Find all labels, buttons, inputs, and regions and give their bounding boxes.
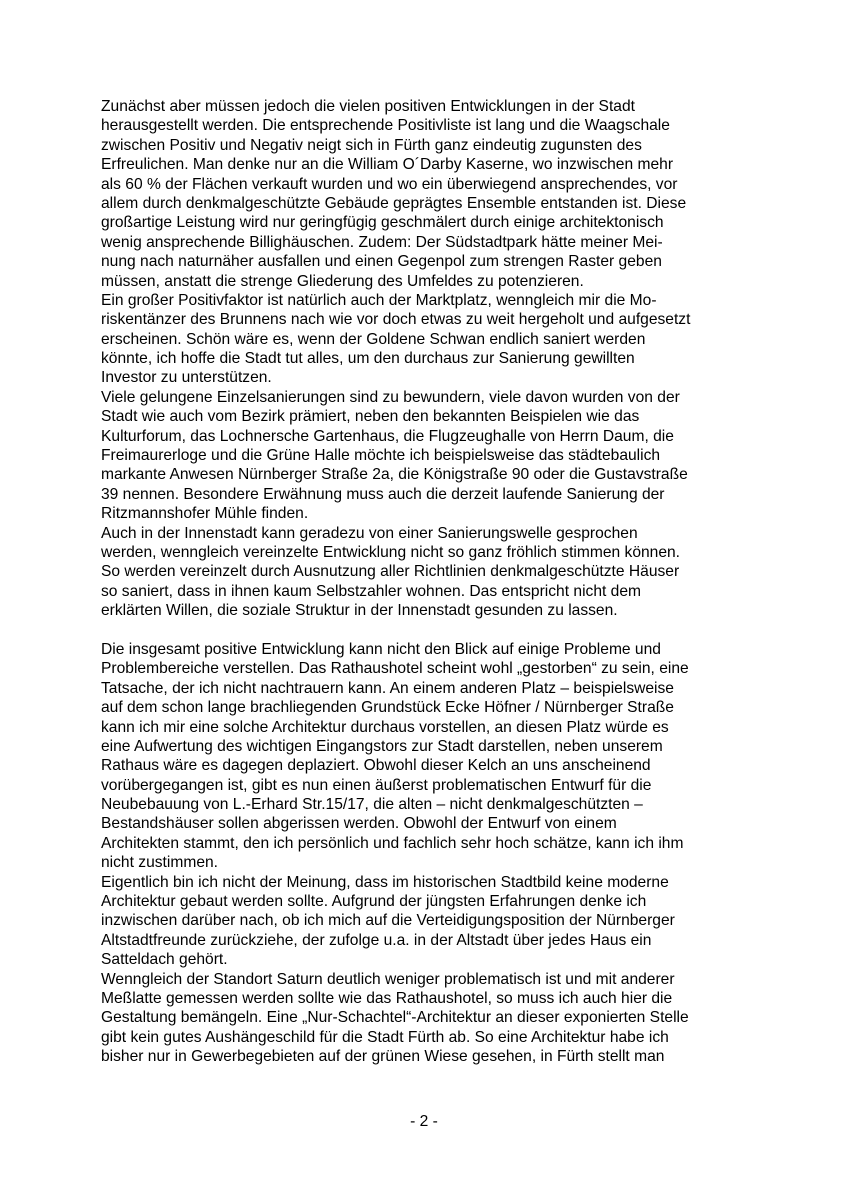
text-line: nung nach naturnäher ausfallen und einen Gegenpol zum strengen Raster geben (101, 253, 662, 271)
paragraph (101, 97, 771, 291)
paragraph (101, 291, 771, 388)
text-line: Ein großer Positivfaktor ist natürlich auch der Marktplatz, wenngleich mir die Mo- (101, 291, 657, 309)
text-line: Meßlatte gemessen werden sollte wie das Rathaushotel, so muss ich auch hier die (101, 989, 673, 1007)
text-line: Neubebauung von L.-Erhard Str.15/17, die alten – nicht denkmalgeschützten – (101, 796, 643, 814)
text-line: Bestandshäuser sollen abgerissen werden. Obwohl der Entwurf von einem (101, 815, 617, 833)
text-line: Viele gelungene Einzelsanierungen sind zu bewundern, viele davon wurden von der (101, 388, 680, 406)
text-line: auf dem schon lange brachliegenden Grundstück Ecke Höfner / Nürnberger Straße (101, 699, 674, 717)
text-line: Gestaltung bemängeln. Eine „Nur-Schachtel“-Architektur an dieser exponierten Stelle (101, 1009, 689, 1027)
text-line: wenig ansprechende Billighäuschen. Zudem: Der Südstadtpark hätte meiner Mei- (101, 233, 663, 251)
paragraph (101, 640, 771, 873)
text-line: als 60 % der Flächen verkauft wurden und wo ein überwiegend ansprechendes, vor (101, 175, 678, 193)
text-line: riskentänzer des Brunnens nach wie vor doch etwas zu weit hergeholt und aufgesetzt (101, 311, 691, 329)
text-line: Die insgesamt positive Entwicklung kann nicht den Blick auf einige Probleme und (101, 640, 661, 658)
text-line: zwischen Positiv und Negativ neigt sich in Fürth ganz eindeutig zugunsten des (101, 136, 642, 154)
text-line: großartige Leistung wird nur geringfügig geschmälert durch einige architektonisch (101, 214, 664, 232)
text-line: Architekten stammt, den ich persönlich und fachlich sehr hoch schätze, kann ich ihm (101, 834, 684, 852)
text-line: nicht zustimmen. (101, 854, 218, 872)
paragraph (101, 524, 771, 621)
document-body (101, 97, 771, 1067)
text-line: Ritzmannshofer Mühle finden. (101, 505, 309, 523)
text-line: Eigentlich bin ich nicht der Meinung, dass im historischen Stadtbild keine moderne (101, 873, 669, 891)
text-line: markante Anwesen Nürnberger Straße 2a, die Königstraße 90 oder die Gustavstraße (101, 466, 688, 484)
text-line: Wenngleich der Standort Saturn deutlich weniger problematisch ist und mit anderer (101, 970, 675, 988)
text-line: Erfreulichen. Man denke nur an die William O´Darby Kaserne, wo inzwischen mehr (101, 156, 674, 174)
text-line: so saniert, dass in ihnen kaum Selbstzahler wohnen. Das entspricht nicht dem (101, 582, 642, 600)
text-line: allem durch denkmalgeschützte Gebäude geprägtes Ensemble entstanden ist. Diese (101, 194, 687, 212)
text-line: werden, wenngleich vereinzelte Entwicklung nicht so ganz fröhlich stimmen können. (101, 543, 681, 561)
text-line: eine Aufwertung des wichtigen Eingangstors zur Stadt darstellen, neben unserem (101, 737, 663, 755)
text-line: gibt kein gutes Aushängeschild für die Stadt Fürth ab. So eine Architektur habe ich (101, 1028, 669, 1046)
text-line: Tatsache, der ich nicht nachtrauern kann. An einem anderen Platz – beispielsweise (101, 679, 674, 697)
text-line: Kulturforum, das Lochnersche Gartenhaus, die Flugzeughalle von Herrn Daum, die (101, 427, 674, 445)
paragraph (101, 388, 771, 524)
text-line: bisher nur in Gewerbegebieten auf der grünen Wiese gesehen, in Fürth stellt man (101, 1048, 665, 1066)
paragraph (101, 970, 771, 1067)
text-line: 39 nennen. Besondere Erwähnung muss auch die derzeit laufende Sanierung der (101, 485, 665, 503)
text-line: erscheinen. Schön wäre es, wenn der Goldene Schwan endlich saniert werden (101, 330, 646, 348)
text-line: Zunächst aber müssen jedoch die vielen positiven Entwicklungen in der Stadt (101, 98, 635, 115)
text-line: inzwischen darüber nach, ob ich mich auf die Verteidigungsposition der Nürnberger (101, 912, 675, 930)
text-line: Altstadtfreunde zurückziehe, der zufolge u.a. in der Altstadt über jedes Haus ein (101, 931, 652, 949)
text-line: Satteldach gehört. (101, 951, 228, 969)
text-line: Investor zu unterstützen. (101, 369, 272, 387)
paragraph (101, 873, 771, 970)
text-line: erklärten Willen, die soziale Struktur in der Innenstadt gesunden zu lassen. (101, 602, 618, 620)
paragraph-spacer (101, 621, 771, 640)
text-line: Freimaurerloge und die Grüne Halle möchte ich beispielsweise das städtebaulich (101, 447, 661, 465)
text-line: Problembereiche verstellen. Das Rathaushotel scheint wohl „gestorben“ zu sein, eine (101, 660, 689, 678)
page-number: - 2 - (410, 1113, 438, 1130)
text-line: Stadt wie auch vom Bezirk prämiert, neben den bekannten Beispielen wie das (101, 408, 640, 426)
text-line: Architektur gebaut werden sollte. Aufgrund der jüngsten Erfahrungen denke ich (101, 893, 647, 911)
text-line: herausgestellt werden. Die entsprechende Positivliste ist lang und die Waagschale (101, 117, 670, 135)
text-line: So werden vereinzelt durch Ausnutzung aller Richtlinien denkmalgeschützte Häuser (101, 563, 680, 581)
text-line: Auch in der Innenstadt kann geradezu von einer Sanierungswelle gesprochen (101, 524, 638, 542)
text-line: vorübergegangen ist, gibt es nun einen äußerst problematischen Entwurf für die (101, 776, 652, 794)
text-line: Rathaus wäre es dagegen deplaziert. Obwohl dieser Kelch an uns anscheinend (101, 757, 651, 775)
text-line: könnte, ich hoffe die Stadt tut alles, um den durchaus zur Sanierung gewillten (101, 350, 635, 368)
text-line: kann ich mir eine solche Architektur durchaus vorstellen, an diesen Platz würde es (101, 718, 669, 736)
text-line: müssen, anstatt die strenge Gliederung des Umfeldes zu potenzieren. (101, 272, 584, 290)
